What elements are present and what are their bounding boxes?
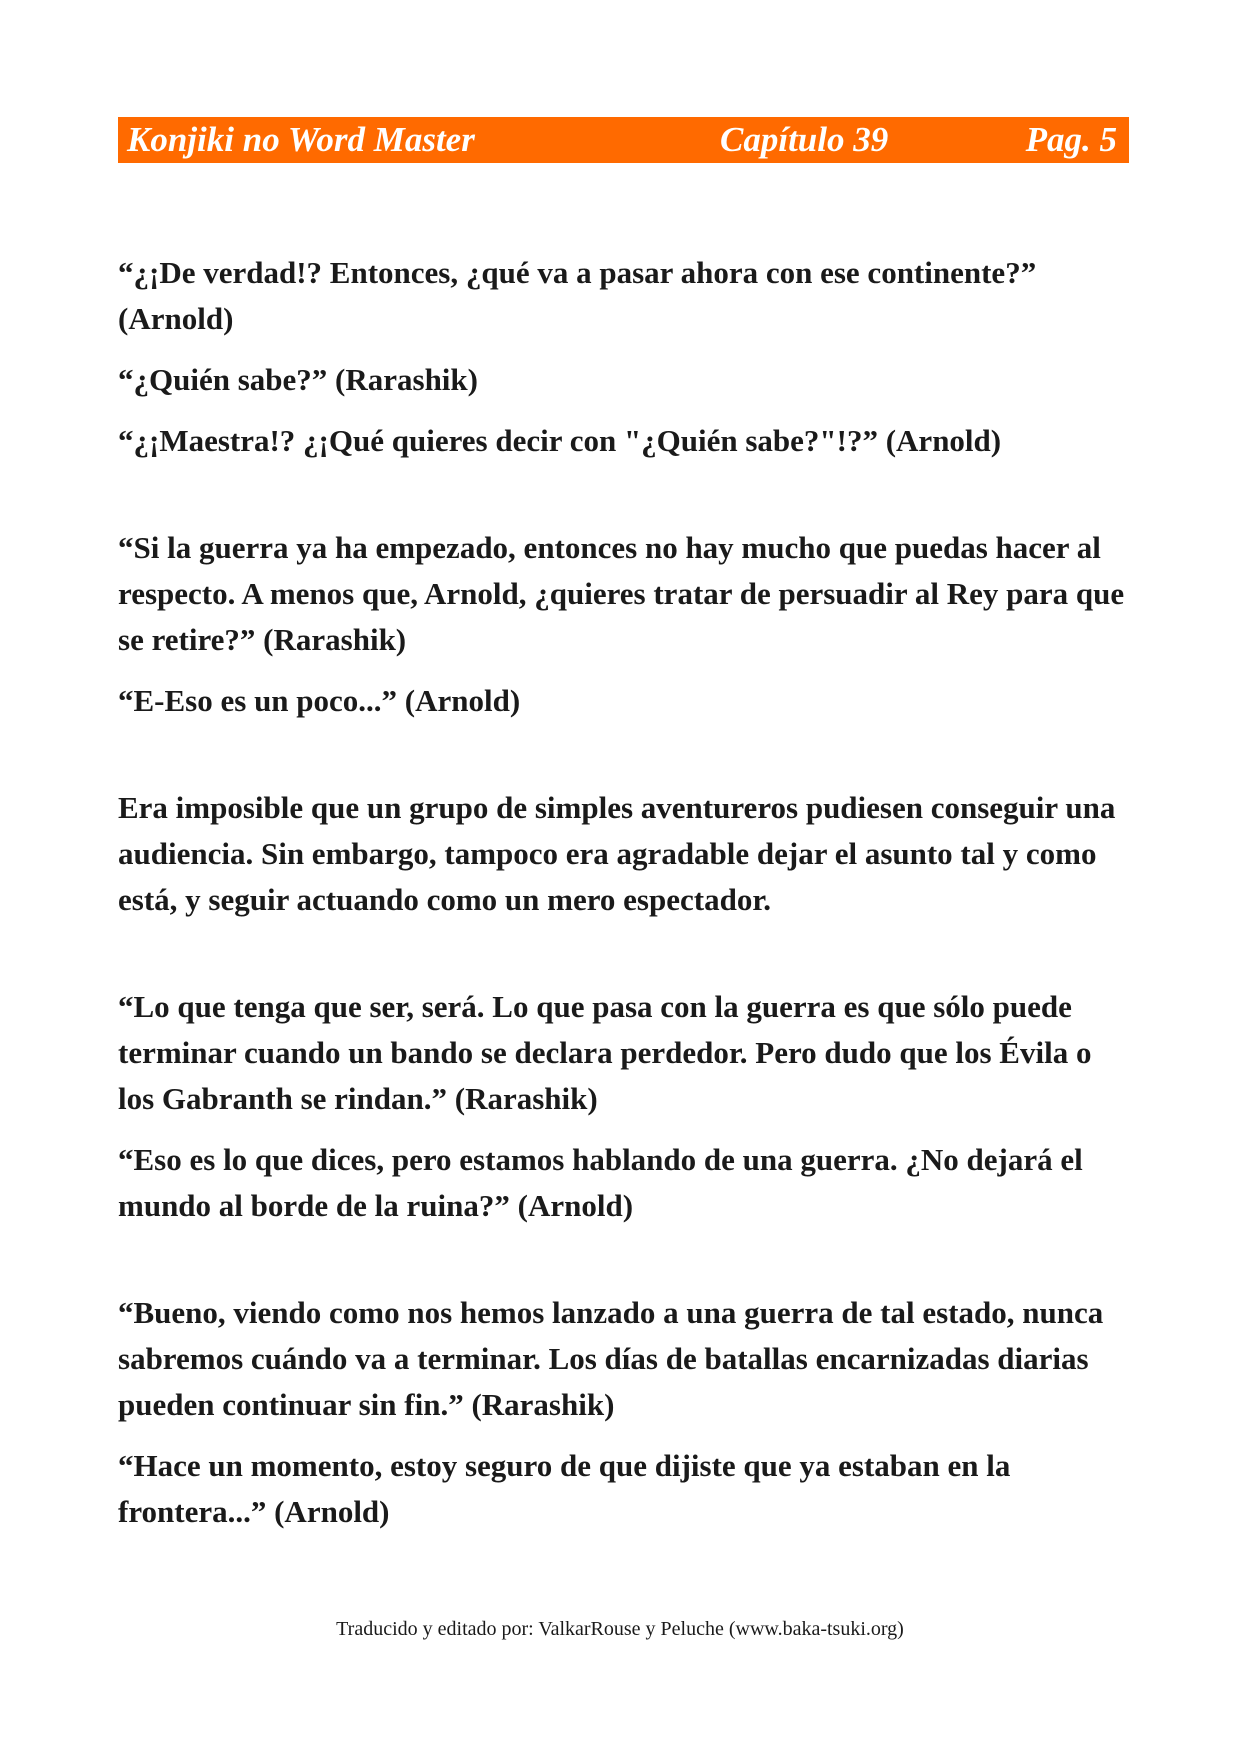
paragraph-4: “Si la guerra ya ha empezado, entonces no hay mucho que puedas hacer al respecto. A menos que, Arnold, ¿quieres tratar de persuadir al Rey para que se retire?” (Rarashik) — [118, 530, 1125, 657]
paragraph-6: Era imposible que un grupo de simples aventureros pudiesen conseguir una audiencia. Sin embargo, tampoco era agradable dejar el asunto tal y como está, y seguir actuando como un mero espectador. — [118, 790, 1116, 917]
paragraph-3: “¿¡Maestra!? ¿¡Qué quieres decir con "¿Quién sabe?"!?” (Arnold) — [118, 423, 1002, 458]
paragraph-8: “Eso es lo que dices, pero estamos hablando de una guerra. ¿No dejará el mundo al borde de la ruina?” (Arnold) — [118, 1142, 1083, 1223]
translation-credits: Traducido y editado por: ValkarRouse y Peluche (www.baka-tsuki.org) — [336, 1618, 904, 1640]
paragraph-2: “¿Quién sabe?” (Rarashik) — [118, 362, 478, 397]
novel-title: Konjiki no Word Master — [127, 120, 475, 159]
paragraph-5: “E-Eso es un poco...” (Arnold) — [118, 683, 521, 718]
page-number: Pag. 5 — [1025, 120, 1117, 159]
paragraph-1: “¿¡De verdad!? Entonces, ¿qué va a pasar ahora con ese continente?” (Arnold) — [118, 255, 1037, 336]
chapter-label: Capítulo 39 — [720, 120, 889, 159]
paragraph-10: “Hace un momento, estoy seguro de que dijiste que ya estaban en la frontera...” (Arnold) — [118, 1448, 1011, 1529]
paragraph-7: “Lo que tenga que ser, será. Lo que pasa con la guerra es que sólo puede terminar cuando un bando se declara perdedor. Pero dudo que los Évila o los Gabranth se rindan.” (Rarashik) — [118, 989, 1092, 1116]
page-header — [118, 117, 1129, 163]
page-body — [118, 250, 1130, 1535]
paragraph-9: “Bueno, viendo como nos hemos lanzado a una guerra de tal estado, nunca sabremos cuándo va a terminar. Los días de batallas encarnizadas diarias pueden continuar sin fin.” (Rarashik) — [118, 1295, 1104, 1422]
